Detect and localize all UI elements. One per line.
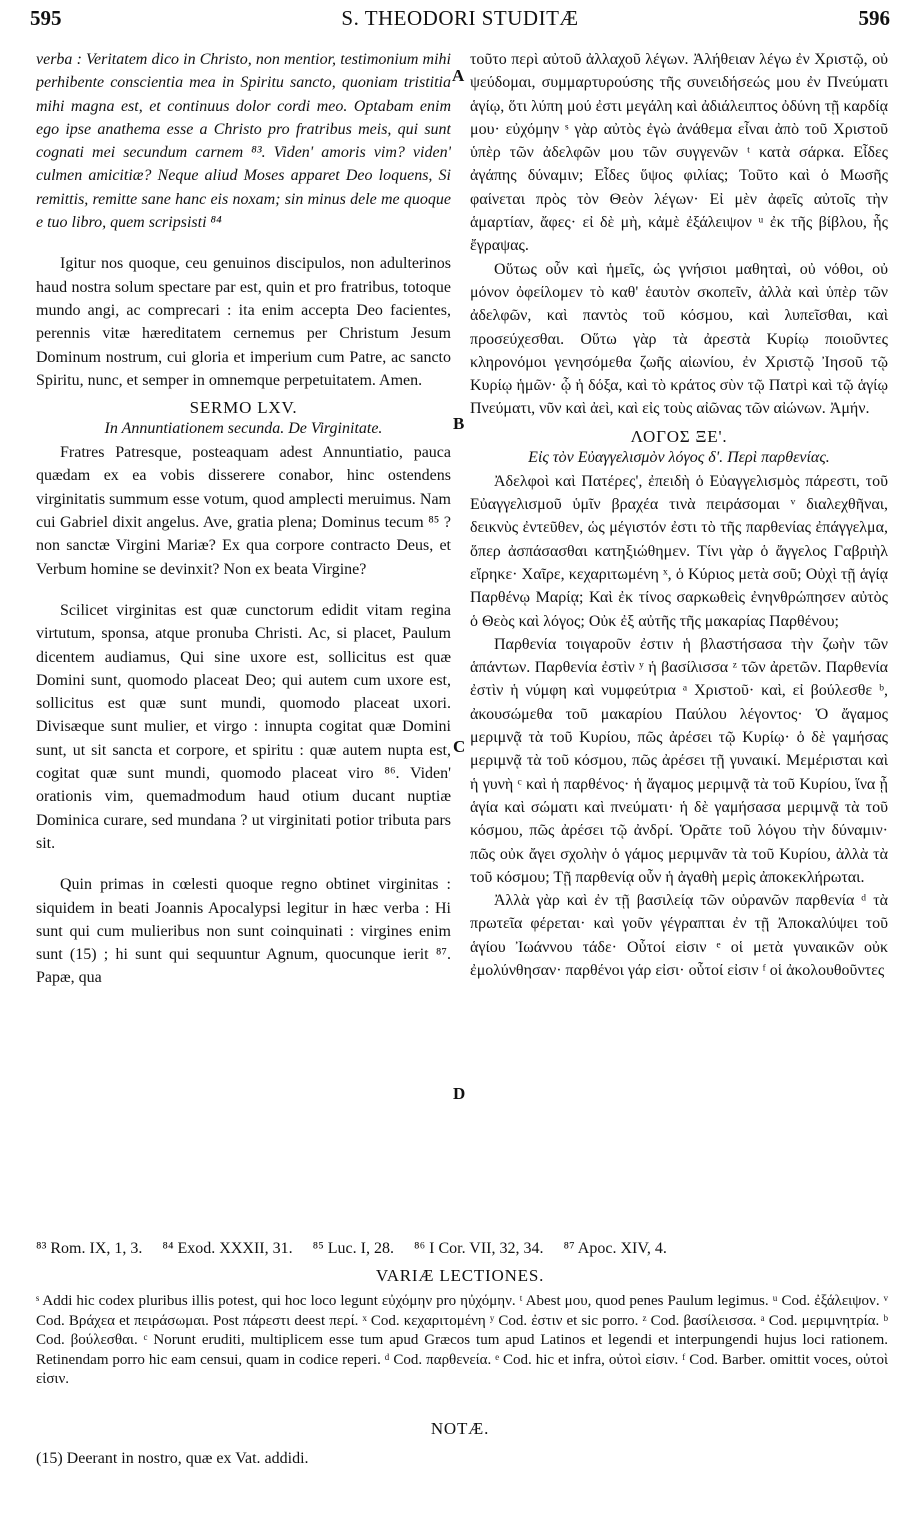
greek-paragraph-1: τοῦτο περὶ αὐτοῦ ἀλλαχοῦ λέγων. Ἀλήθειαν λέγω ἐν Χριστῷ, οὐ ψεύδομαι, συμμαρτυρούσης τῆς συνειδήσεώς μου ἐν Πνεύματι ἁγίῳ, ὅτι λύπη μού ἐστι μεγάλη καὶ ἀδιάλειπτος ὀδύνη τῇ καρδίᾳ μου· εὐχόμην ˢ γὰρ αὐτὸς ἐγὼ ἀνάθεμα εἶναι ἀπὸ τοῦ Χριστοῦ ὑπὲρ τῶν ἀδελφῶν μου τῶν συγγενῶν ᵗ κατὰ σάρκα. Εἶδες ἀγάπης δύναμιν; Εἶδες ὕψος φιλίας; Τοῦτο καὶ ὁ Μωσῆς φαίνεται πρὸς τὸν Θεὸν λέγων· Εἰ μὲν ἀφεῖς αὐτοῖς τὴν ἁμαρτίαν, ἄφες· εἰ δὲ μὴ, κἀμὲ ἐξάλειψον ᵘ ἐκ τῆς βίβλου, ἧς ἔγραψας.: [470, 51, 888, 255]
notae-title: NOTÆ.: [430, 1419, 490, 1438]
greek-paragraph-4: Παρθενία τοιγαροῦν ἐστιν ἡ βλαστήσασα τὴν ζωὴν τῶν ἁπάντων. Παρθενία ἐστὶν ʸ ἡ βασίλισσα ᶻ τῶν ἀρετῶν. Παρθενία ἐστὶν ἡ νύμφη καὶ νυμφεύτρια ᵃ Χριστοῦ· καὶ, εἰ βούλεσθε ᵇ, ἀκουσώμεθα τοῦ μακαρίου Παύλου λέγοντος· Ὁ ἄγαμος μεριμνᾷ τὰ τοῦ Κυρίου, πῶς ἀρέσει τῷ Κυρίῳ· ὁ δὲ γαμήσας μεριμνᾷ τὰ τοῦ κόσμου, πῶς ἀρέσει τῇ γυναικί. Μεμέρισται καὶ ἡ γυνὴ ᶜ καὶ ἡ παρθένος· ἡ ἄγαμος μεριμνᾷ τὰ τοῦ Κυρίου, ἵνα ᾖ ἁγία καὶ σώματι καὶ πνεύματι· ἡ δὲ γαμήσασα μεριμνᾷ τὰ τοῦ κόσμου, πῶς ἀρέσει τῷ ἀνδρί. Ὁρᾶτε τοῦ λόγου τὴν δύναμιν· πῶς οὐκ ἄγει σχολὴν ὁ γάμος μεριμνᾶν τὰ τοῦ Κυρίου, ἀλλὰ τὰ τοῦ κόσμου; Τῇ παρθενίᾳ οὖν ἡ ἀγαθὴ μερὶς ἀποκεκλήρωται.: [470, 635, 888, 886]
sermo-title: SERMO LXV.: [189, 398, 298, 418]
logos-title: ΛΟΓΟΣ ΞΕ'.: [630, 426, 728, 446]
latin-paragraph-1: verba : Veritatem dico in Christo, non mentior, testimonium mihi perhibente conscientia mea in Spiritu sancto, quoniam tristitia mihi magna est, et continuus dolor cordi meo. Optabam enim ego ipse anathema esse a Christo pro fratribus meis, qui sunt cognati mei secundum carnem ⁸³. Viden' amoris vim? viden' culmen amicitiæ? Neque aliud Moses apparet Deo loquens, Si remittis, remitte sane hanc eis noxam; sin minus dele me quoque e tuo libro, quem scripsisti ⁸⁴: [36, 51, 451, 232]
running-title: S. THEODORI STUDITÆ: [341, 6, 579, 30]
footnote: ⁸⁷ Apoc. XIV, 4.: [563, 1240, 667, 1257]
scripture-footnotes: [36, 1238, 888, 1260]
variae-lectiones-text: ˢ Addi hic codex pluribus illis potest, qui hoc loco legunt εὐχόμην pro ηὐχόμην. ᵗ Abest μου, quod penes Paulum legimus. ᵘ Cod. ἐξάλειψον. ᵛ Cod. Βράχεα et πειράσωμαι. Post πάρεστι deest περί. ˣ Cod. κεχαριτομένη ʸ Cod. ἐστιν et sic porro. ᶻ Cod. βασίλεισσα. ᵃ Cod. μεριμνητρία. ᵇ Cod. βούλεσθαι. ᶜ Norunt eruditi, multiplicem esse tum apud Græcos tum apud Latinos et legendi et interpungendi hujus loci rationem. Retinendam porro hic eam censui, quam in codice reperi. ᵈ Cod. παρθενεία. ᵉ Cod. hic et infra, οὐτοὶ εἰσιν. ᶠ Cod. Barber. omittit voces, οὐτοὶ εἰσιν.: [36, 1293, 888, 1387]
greek-paragraph-2: Οὕτως οὖν καὶ ἡμεῖς, ὡς γνήσιοι μαθηταὶ, οὐ νόθοι, οὐ μόνον ὀφείλομεν τὸ καθ' ἑαυτὸν σκοπεῖν, ἀλλὰ καὶ ὑπὲρ τῶν ἀδελφῶν, καὶ παντὸς τοῦ κόσμου, καὶ λυπεῖσθαι, καὶ προσεύχεσθαι. Οὕτω γὰρ τὰ ἀρεστὰ Κυρίῳ ποιοῦντες κληρονόμοι γενησόμεθα ζωῆς αἰωνίου, ἐν Χριστῷ Ἰησοῦ τῷ Κυρίῳ ἡμῶν· ᾧ ἡ δόξα, καὶ τὸ κράτος σὺν τῷ Πατρὶ καὶ τῷ ἁγίῳ Πνεύματι, νῦν καὶ ἀεὶ, καὶ εἰς τοὺς αἰῶνας τῶν αἰώνων. Ἀμήν.: [470, 260, 888, 418]
section-marker-d: D: [453, 1084, 466, 1103]
variae-lectiones-title: VARIÆ LECTIONES.: [375, 1266, 545, 1285]
notae: [36, 1448, 888, 1470]
latin-paragraph-5: Quin primas in cœlesti quoque regno obtinet virginitas : siquidem in beati Joannis Apocalypsi legitur in hæc verba : Hi sunt qui cum mulieribus non sunt coinquinati : virgines enim sunt (15) ; hi sunt qui sequuntur Agnum, quocunque ierit ⁸⁷. Papæ, qua: [36, 876, 451, 987]
latin-paragraph-4: Scilicet virginitas est quæ cunctorum edidit vitam regina virtutum, sponsa, atque pronuba Christi. Ac, si placet, Paulum dicentem audiamus, Qui sine uxore est, sollicitus est quæ Domini sunt, quomodo placeat Deo; qui autem cum uxore est, sollicitus est quæ sunt mundi, quomodo placeat uxori. Divisæque sunt mulier, et virgo : innupta cogitat quæ Domini sunt, ut sit sancta et corpore, et spiritu : quæ autem nupta est, cogitat quæ sunt mundi, quomodo placeat viro ⁸⁶. Viden' orationis vim, quemadmodum haud otium ducant nuptiæ Dominica curare, sed mundana ? ut virginitati potior tributa pars sit.: [36, 601, 451, 852]
notae-text: (15) Deerant in nostro, quæ ex Vat. addidi.: [36, 1450, 309, 1467]
latin-paragraph-2: Igitur nos quoque, ceu genuinos discipulos, non adulterinos haud nostra solum spectare par est, quin et pro fratribus, totoque mundo angi, ac comprecari : ita enim accepta Deo facientes, perennis vitæ hæreditatem cernemus per Christum Jesum Dominum nostrum, cui gloria et imperium cum Patre, ac sancto Spiritu, nunc, et semper in omnemque perpetuitatem. Amen.: [36, 255, 451, 389]
logos-subtitle: Εἰς τὸν Εὐαγγελισμὸν λόγος δ'. Περὶ παρθενίας.: [528, 448, 830, 466]
footnote: ⁸⁴ Exod. XXXII, 31.: [162, 1240, 293, 1257]
greek-paragraph-5: Ἀλλὰ γὰρ καὶ ἐν τῇ βασιλείᾳ τῶν οὐρανῶν παρθενία ᵈ τὰ πρωτεῖα φέρεται· καὶ γοῦν γέγραπται ἐν τῇ Ἀποκαλύψει τοῦ ἁγίου Ἰωάννου τάδε· Οὗτοί εἰσιν ᵉ οἱ μετὰ γυναικῶν οὐκ ἐμολύνθησαν· παρθένοι γάρ εἰσι· οὗτοί εἰσιν ᶠ οἱ ἀκολουθοῦντες: [470, 892, 888, 979]
page-number-left: 595: [30, 6, 62, 30]
footnote: ⁸⁵ Luc. I, 28.: [312, 1240, 394, 1257]
variae-lectiones: [36, 1292, 888, 1390]
latin-paragraph-3: Fratres Patresque, posteaquam adest Annuntiatio, pauca quædam ex ea vobis disserere conabor, hinc ostendens virginitatis summum esse votum, quod amplecti meruimus. Nam cui Gabriel dixit angelus. Ave, gratia plena; Dominus tecum ⁸⁵ ? non sanctæ Virgini Mariæ? Ex qua corpore contracto Deus, et Verbum homine se devinxit? Non ex beata Virgine?: [36, 444, 451, 578]
section-marker-b: B: [453, 414, 465, 433]
greek-column: [470, 48, 888, 1233]
latin-column: [36, 48, 451, 1233]
footnote: ⁸⁶ I Cor. VII, 32, 34.: [413, 1240, 544, 1257]
section-marker-c: C: [453, 737, 466, 756]
sermo-subtitle: In Annuntiationem secunda. De Virginitate.: [104, 420, 383, 438]
section-marker-a: A: [452, 66, 465, 85]
footnote: ⁸³ Rom. IX, 1, 3.: [36, 1240, 143, 1257]
greek-paragraph-3: Ἀδελφοὶ καὶ Πατέρες', ἐπειδὴ ὁ Εὐαγγελισμὸς πάρεστι, τοῦ Εὐαγγελισμοῦ ὑμῖν βραχέα τινὰ πειράσομαι ᵛ διαλεχθῆναι, δεικνὺς ἐντεῦθεν, ὡς μέγιστόν ἐστι τὸ τῆς παρθενίας ἐπάγγελμα, ὅπερ ἀσπάσασθαι κατηξιώθημεν. Τίνι γὰρ ὁ ἄγγελος Γαβριὴλ εἴρηκε· Χαῖρε, κεχαριτωμένη ˣ, ὁ Κύριος μετὰ σοῦ; Οὐχὶ τῇ ἁγίᾳ Παρθένῳ Μαρίᾳ; Καὶ ἐκ τίνος σαρκωθεὶς ἐνηνθρώπησεν αὐτὸς ὁ Θεὸς καὶ λόγος; Οὐκ ἐξ αὐτῆς τῆς μακαρίας Παρθένου;: [470, 472, 888, 630]
page-number-right: 596: [858, 6, 890, 30]
page-header: [30, 6, 890, 40]
